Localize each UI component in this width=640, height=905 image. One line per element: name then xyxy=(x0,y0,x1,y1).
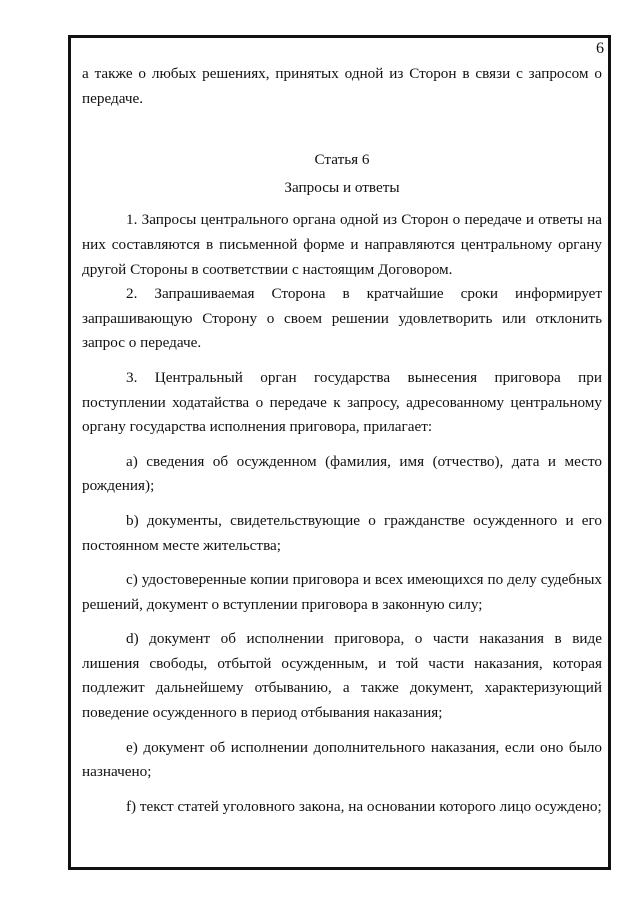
article-subtitle: Запросы и ответы xyxy=(284,178,400,196)
paragraph-1: 1. Запросы центрального органа одной из Сторон о передаче и ответы на них составляются в письменной форме и направляются центральному органу другой Стороны в соответствии с настоящим Договором. xyxy=(82,211,602,278)
paragraph-3d: d) документ об исполнении приговора, о части наказания в виде лишения свободы, отбытой осужденным, и той части наказания, которая подлежит дальнейшему отбыванию, а также документ, характеризующий поведение осужденного в период отбывания наказания; xyxy=(82,630,602,722)
paragraph-3f: f) текст статей уголовного закона, на основании которого лицо осуждено; xyxy=(126,797,602,815)
paragraph-3b: b) документы, свидетельствующие о гражданстве осужденного и его постоянном месте жительства; xyxy=(82,511,602,554)
paragraph-3e: e) документ об исполнении дополнительного наказания, если оно было назначено; xyxy=(82,738,602,781)
paragraph-3a: a) сведения об осужденном (фамилия, имя (отчество), дата и место рождения); xyxy=(82,452,602,495)
page-number: 6 xyxy=(596,40,604,57)
paragraph-2: 2. Запрашиваемая Сторона в кратчайшие сроки информирует запрашивающую Сторону о своем решении удовлетворить или отклонить запрос о передаче. xyxy=(82,285,602,352)
paragraph-3: 3. Центральный орган государства вынесения приговора при поступлении ходатайства о передаче к запросу, адресованному центральному органу государства исполнения приговора, прилагает: xyxy=(82,368,602,436)
intro-paragraph: а также о любых решениях, принятых одной из Сторон в связи с запросом о передаче. xyxy=(82,65,602,107)
article-title: Статья 6 xyxy=(314,151,370,169)
paragraph-3c: c) удостоверенные копии приговора и всех имеющихся по делу судебных решений, документ о вступлении приговора в законную силу; xyxy=(82,571,602,613)
document-body xyxy=(82,62,602,819)
